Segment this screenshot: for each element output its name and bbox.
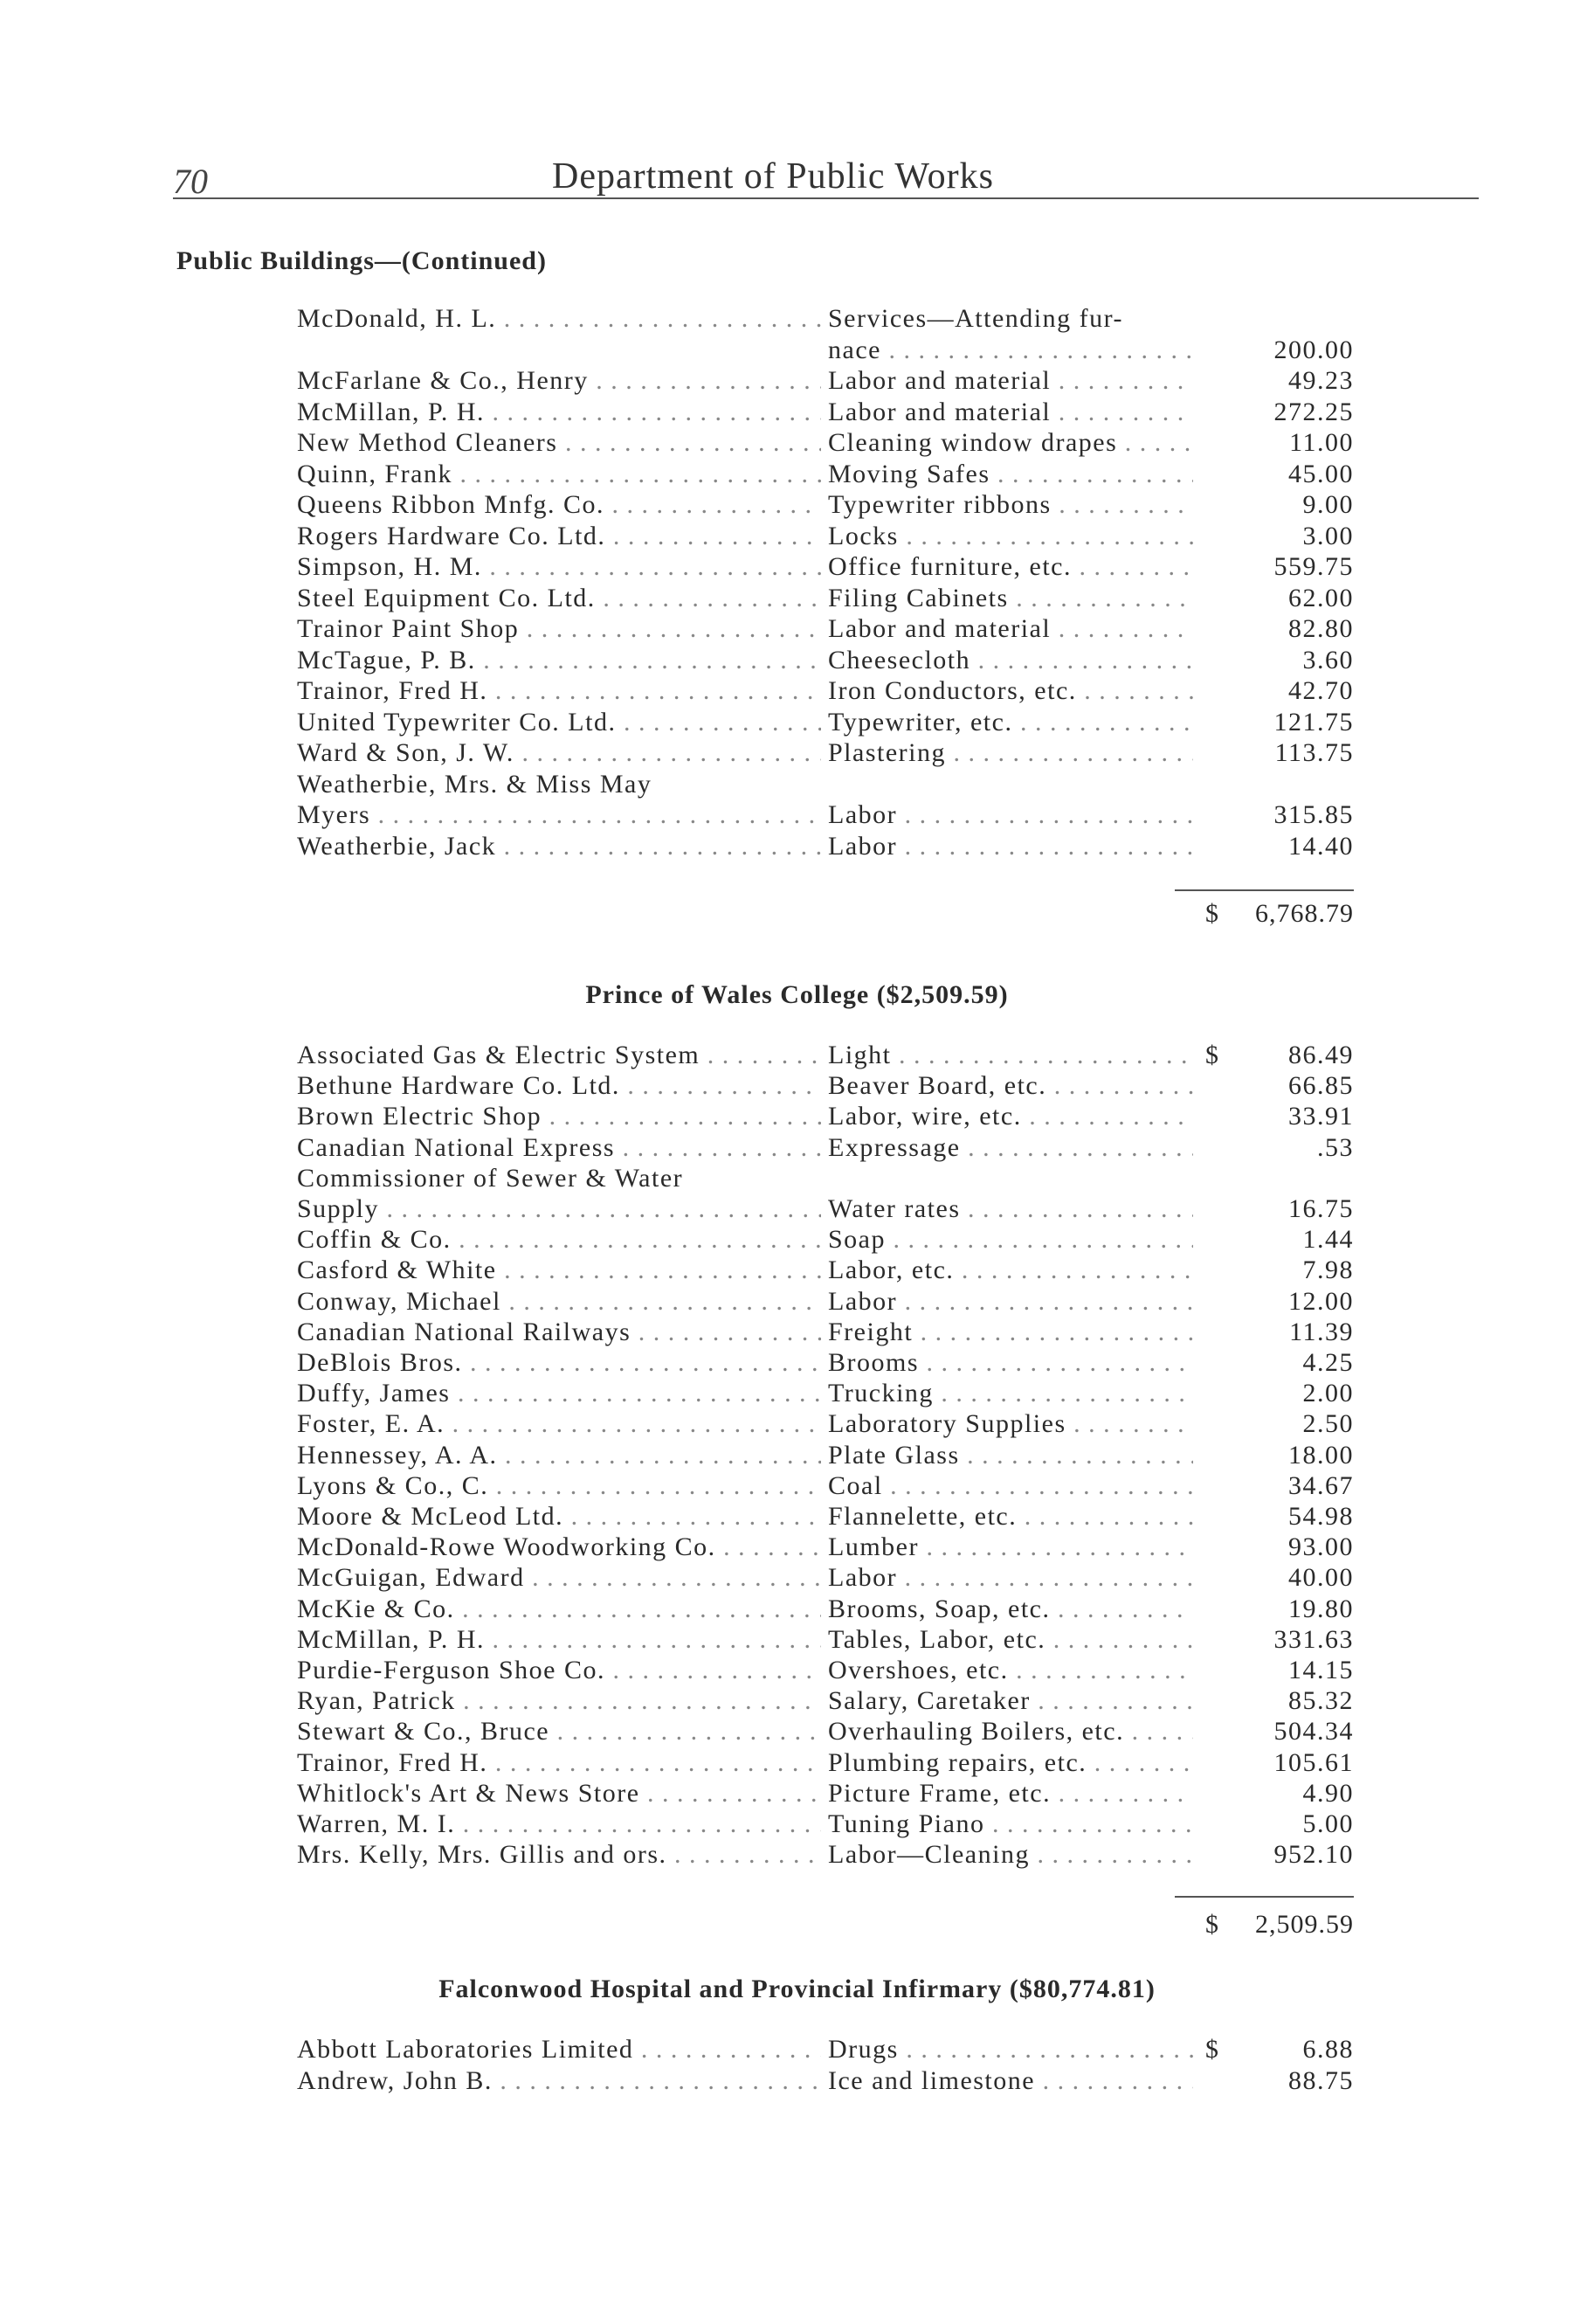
amount: 9.00 xyxy=(1302,490,1354,519)
payment-purpose: Labor and material . . . xyxy=(828,365,1193,396)
amount: 559.75 xyxy=(1273,552,1354,581)
amount: 504.34 xyxy=(1273,1717,1354,1746)
payment-purpose: Coal . . . xyxy=(828,1470,1193,1501)
ledger-row xyxy=(297,799,1354,830)
ledger-row xyxy=(297,707,1354,737)
payee-name: DeBlois Bros. . . . xyxy=(297,1347,821,1378)
ledger-row xyxy=(297,489,1354,520)
amount: 315.85 xyxy=(1273,800,1354,829)
amount: 1.44 xyxy=(1302,1225,1354,1255)
ledger-row xyxy=(297,1747,1354,1778)
amount: 54.98 xyxy=(1288,1502,1354,1531)
payee-name: Weatherbie, Mrs. & Miss May xyxy=(297,769,652,799)
ledger-row xyxy=(297,2065,1354,2096)
amount: 85.32 xyxy=(1288,1686,1354,1716)
amount: 331.63 xyxy=(1273,1624,1354,1654)
payment-purpose: Labor . . . xyxy=(828,1286,1193,1317)
payee-name: Foster, E. A. . . . xyxy=(297,1408,821,1439)
ledger-row xyxy=(297,1286,1354,1317)
ledger-row xyxy=(297,1685,1354,1716)
ledger-row xyxy=(297,521,1354,551)
ledger-row xyxy=(297,583,1354,613)
section-label: Public Buildings—(Continued) xyxy=(176,246,547,275)
payment-purpose: Labor and material . . . xyxy=(828,613,1193,644)
ledger-row xyxy=(297,1347,1354,1378)
ledger-row xyxy=(297,303,1354,334)
payee-name: Andrew, John B. . . . xyxy=(297,2065,821,2096)
payee-name: McMillan, P. H. . . . xyxy=(297,397,821,427)
ledger-row xyxy=(297,365,1354,396)
payee-name: Canadian National Express . . . xyxy=(297,1132,821,1163)
payee-name: Whitlock's Art & News Store . . . xyxy=(297,1778,821,1809)
amount: 4.25 xyxy=(1302,1348,1354,1377)
payment-purpose: Laboratory Supplies . . . xyxy=(828,1408,1193,1439)
payment-purpose: Cheesecloth . . . xyxy=(828,645,1193,675)
amount: 113.75 xyxy=(1274,738,1354,767)
running-head-title: Department of Public Works xyxy=(552,156,994,197)
payment-purpose: Filing Cabinets . . . xyxy=(828,583,1193,613)
payment-purpose: Overhauling Boilers, etc. . . . xyxy=(828,1716,1193,1746)
payment-purpose: Office furniture, etc. . . . xyxy=(828,551,1193,582)
amount: 121.75 xyxy=(1273,707,1354,737)
amount: 105.61 xyxy=(1273,1747,1354,1777)
amount: 11.00 xyxy=(1289,428,1354,457)
amount: 86.49 xyxy=(1288,1041,1354,1069)
ledger-row xyxy=(297,1070,1354,1101)
payee-name: Weatherbie, Jack . . . xyxy=(297,831,821,861)
subtotal-rule xyxy=(1175,1896,1354,1898)
ledger-row xyxy=(297,1317,1354,1347)
amount: 7.98 xyxy=(1302,1255,1354,1285)
payee-name: McTague, P. B. . . . xyxy=(297,645,821,675)
ledger-row xyxy=(297,831,1354,861)
dollar-sign: $ xyxy=(1205,1041,1220,1069)
amount: 82.80 xyxy=(1288,614,1354,643)
prince-of-wales-title: Prince of Wales College ($2,509.59) xyxy=(585,980,1009,1009)
ledger-row xyxy=(297,2034,1354,2065)
ledger-row xyxy=(297,1378,1354,1408)
amount: 93.00 xyxy=(1288,1532,1354,1562)
payment-purpose: Tuning Piano . . . xyxy=(828,1809,1193,1839)
payee-name: Brown Electric Shop . . . xyxy=(297,1101,821,1131)
payment-purpose: Overshoes, etc. . . . xyxy=(828,1655,1193,1685)
amount: 11.39 xyxy=(1289,1317,1354,1346)
ledger-row xyxy=(297,1501,1354,1532)
dollar-sign: $ xyxy=(1205,2035,1220,2064)
payee-name: Bethune Hardware Co. Ltd. . . . xyxy=(297,1070,821,1101)
amount: 14.40 xyxy=(1288,831,1354,861)
payment-purpose: Labor . . . xyxy=(828,799,1193,830)
payee-name: United Typewriter Co. Ltd. . . . xyxy=(297,707,821,737)
payment-purpose: Lumber . . . xyxy=(828,1532,1193,1562)
total-amount: 6,768.79 xyxy=(1255,899,1354,928)
payee-name: Moore & McLeod Ltd. . . . xyxy=(297,1501,821,1532)
header-rule xyxy=(173,197,1479,199)
payee-name: Stewart & Co., Bruce . . . xyxy=(297,1716,821,1746)
payment-purpose: Brooms, Soap, etc. . . . xyxy=(828,1594,1193,1624)
total-amount: 2,509.59 xyxy=(1255,1910,1354,1939)
payment-purpose: Expressage . . . xyxy=(828,1132,1193,1163)
payment-purpose: Labor, etc. . . . xyxy=(828,1255,1193,1285)
amount: 66.85 xyxy=(1288,1071,1354,1101)
payment-purpose: Plate Glass . . . xyxy=(828,1440,1193,1470)
payment-purpose: Tables, Labor, etc. . . . xyxy=(828,1624,1193,1655)
payment-purpose: Plumbing repairs, etc. . . . xyxy=(828,1747,1193,1778)
payee-name: McMillan, P. H. . . . xyxy=(297,1624,821,1655)
payment-purpose: Ice and limestone . . . xyxy=(828,2065,1193,2096)
payee-name: McFarlane & Co., Henry . . . xyxy=(297,365,821,396)
total-dollar-sign: $ xyxy=(1205,1910,1219,1939)
payee-name: Lyons & Co., C. . . . xyxy=(297,1470,821,1501)
amount: 12.00 xyxy=(1288,1286,1354,1316)
payment-purpose: Freight . . . xyxy=(828,1317,1193,1347)
amount: 40.00 xyxy=(1288,1563,1354,1593)
payee-name: Coffin & Co. . . . xyxy=(297,1224,821,1255)
payment-purpose: Water rates . . . xyxy=(828,1193,1193,1224)
payee-name: Associated Gas & Electric System . . . xyxy=(297,1040,821,1070)
payee-name: Steel Equipment Co. Ltd. . . . xyxy=(297,583,821,613)
payee-name: Conway, Michael . . . xyxy=(297,1286,821,1317)
amount: 4.90 xyxy=(1302,1778,1354,1808)
ledger-row xyxy=(297,1040,1354,1070)
amount: 200.00 xyxy=(1273,335,1354,364)
payment-purpose: Trucking . . . xyxy=(828,1378,1193,1408)
payee-name: McGuigan, Edward . . . xyxy=(297,1562,821,1593)
public-buildings-total xyxy=(1205,898,1354,929)
payment-purpose: Labor—Cleaning . . . xyxy=(828,1839,1193,1870)
payee-name: Ryan, Patrick . . . xyxy=(297,1685,821,1716)
amount: 272.25 xyxy=(1273,397,1354,426)
payment-purpose: Labor . . . xyxy=(828,1562,1193,1593)
payee-name: Commissioner of Sewer & Water xyxy=(297,1163,684,1193)
amount: 45.00 xyxy=(1288,459,1354,488)
payee-name: Casford & White . . . xyxy=(297,1255,821,1285)
ledger-row xyxy=(297,1132,1354,1163)
payment-purpose: Labor . . . xyxy=(828,831,1193,861)
payment-purpose: Drugs . . . xyxy=(828,2034,1193,2065)
payment-purpose: Moving Safes . . . xyxy=(828,459,1193,489)
payee-name: McKie & Co. . . . xyxy=(297,1594,821,1624)
amount: 62.00 xyxy=(1288,583,1354,612)
payment-purpose: Light . . . xyxy=(828,1040,1193,1070)
ledger-row xyxy=(297,1255,1354,1285)
payment-purpose: Locks . . . xyxy=(828,521,1193,551)
amount: 5.00 xyxy=(1302,1809,1354,1838)
payee-name: Abbott Laboratories Limited . . . xyxy=(297,2034,821,2065)
payment-purpose: Flannelette, etc. . . . xyxy=(828,1501,1193,1532)
payee-name: Ward & Son, J. W. . . . xyxy=(297,737,821,768)
amount: 49.23 xyxy=(1288,366,1354,395)
ledger-row xyxy=(297,1163,1354,1193)
ledger-row xyxy=(297,675,1354,706)
ledger-row xyxy=(297,769,1354,799)
ledger-row xyxy=(297,1224,1354,1255)
ledger-row xyxy=(297,1408,1354,1439)
payee-name: Trainor, Fred H. . . . xyxy=(297,1747,821,1778)
payee-name: Duffy, James . . . xyxy=(297,1378,821,1408)
payee-name: Myers . . . xyxy=(297,799,821,830)
payment-purpose: Cleaning window drapes . . . xyxy=(828,427,1193,458)
amount: 16.75 xyxy=(1288,1194,1354,1223)
payee-name: Rogers Hardware Co. Ltd. . . . xyxy=(297,521,821,551)
amount: 2.00 xyxy=(1302,1379,1354,1408)
ledger-row xyxy=(297,1809,1354,1839)
payee-name: Quinn, Frank . . . xyxy=(297,459,821,489)
payee-name: McDonald, H. L. . . . xyxy=(297,303,821,334)
ledger-row xyxy=(297,1193,1354,1224)
payee-name: Trainor Paint Shop . . . xyxy=(297,613,821,644)
subtotal-rule xyxy=(1175,889,1354,891)
payment-purpose: Picture Frame, etc. . . . xyxy=(828,1778,1193,1809)
ledger-row xyxy=(297,397,1354,427)
amount: 952.10 xyxy=(1273,1840,1354,1870)
amount: 42.70 xyxy=(1288,676,1354,705)
payee-name: Trainor, Fred H. . . . xyxy=(297,675,821,706)
ledger-row xyxy=(297,1562,1354,1593)
amount: 6.88 xyxy=(1302,2035,1354,2064)
payment-purpose: Typewriter, etc. . . . xyxy=(828,707,1193,737)
payee-name: Hennessey, A. A. . . . xyxy=(297,1440,821,1470)
payee-name: Simpson, H. M. . . . xyxy=(297,551,821,582)
payee-name: Supply . . . xyxy=(297,1193,821,1224)
prince-of-wales-total xyxy=(1205,1909,1354,1940)
ledger-row xyxy=(297,1470,1354,1501)
amount: 3.60 xyxy=(1302,645,1354,674)
payment-purpose: Beaver Board, etc. . . . xyxy=(828,1070,1193,1101)
payment-purpose: nace . . . xyxy=(828,335,1193,365)
amount: 33.91 xyxy=(1288,1102,1354,1131)
amount: 34.67 xyxy=(1288,1470,1354,1500)
ledger-row xyxy=(297,551,1354,582)
payment-purpose: Brooms . . . xyxy=(828,1347,1193,1378)
payment-purpose: Plastering . . . xyxy=(828,737,1193,768)
ledger-row xyxy=(297,459,1354,489)
amount: 2.50 xyxy=(1302,1409,1354,1439)
payee-name: Purdie-Ferguson Shoe Co. . . . xyxy=(297,1655,821,1685)
amount: 18.00 xyxy=(1288,1440,1354,1470)
total-dollar-sign: $ xyxy=(1205,899,1219,928)
payee-name: Mrs. Kelly, Mrs. Gillis and ors. . . . xyxy=(297,1839,821,1870)
falconwood-title: Falconwood Hospital and Provincial Infirmary ($80,774.81) xyxy=(438,1975,1156,2003)
payment-purpose: Soap . . . xyxy=(828,1224,1193,1255)
payee-name: Canadian National Railways . . . xyxy=(297,1317,821,1347)
payee-name: New Method Cleaners . . . xyxy=(297,427,821,458)
payment-purpose: Labor and material . . . xyxy=(828,397,1193,427)
payee-name: Queens Ribbon Mnfg. Co. . . . xyxy=(297,489,821,520)
ledger-row xyxy=(297,427,1354,458)
ledger-row xyxy=(297,1532,1354,1562)
ledger-row xyxy=(297,645,1354,675)
amount: 3.00 xyxy=(1302,521,1354,550)
ledger-row xyxy=(297,1624,1354,1655)
amount: 14.15 xyxy=(1288,1656,1354,1684)
payment-purpose: Salary, Caretaker . . . xyxy=(828,1685,1193,1716)
ledger-row xyxy=(297,613,1354,644)
ledger-row xyxy=(297,737,1354,768)
ledger-row xyxy=(297,1101,1354,1131)
payment-purpose: Iron Conductors, etc. . . . xyxy=(828,675,1193,706)
payment-purpose: Labor, wire, etc. . . . xyxy=(828,1101,1193,1131)
ledger-row xyxy=(297,335,1354,365)
payment-purpose: Typewriter ribbons . . . xyxy=(828,489,1193,520)
ledger-row xyxy=(297,1655,1354,1685)
ledger-row xyxy=(297,1440,1354,1470)
payee-name: Warren, M. I. . . . xyxy=(297,1809,821,1839)
ledger-row xyxy=(297,1716,1354,1746)
ledger-row xyxy=(297,1778,1354,1809)
page-number: 70 xyxy=(173,162,208,201)
amount: .53 xyxy=(1317,1132,1354,1162)
payee-name: McDonald-Rowe Woodworking Co. . . . xyxy=(297,1532,821,1562)
amount: 19.80 xyxy=(1288,1594,1354,1623)
ledger-row xyxy=(297,1594,1354,1624)
payment-purpose: Services—Attending fur- xyxy=(828,304,1123,333)
ledger-row xyxy=(297,1839,1354,1870)
amount: 88.75 xyxy=(1288,2066,1354,2095)
